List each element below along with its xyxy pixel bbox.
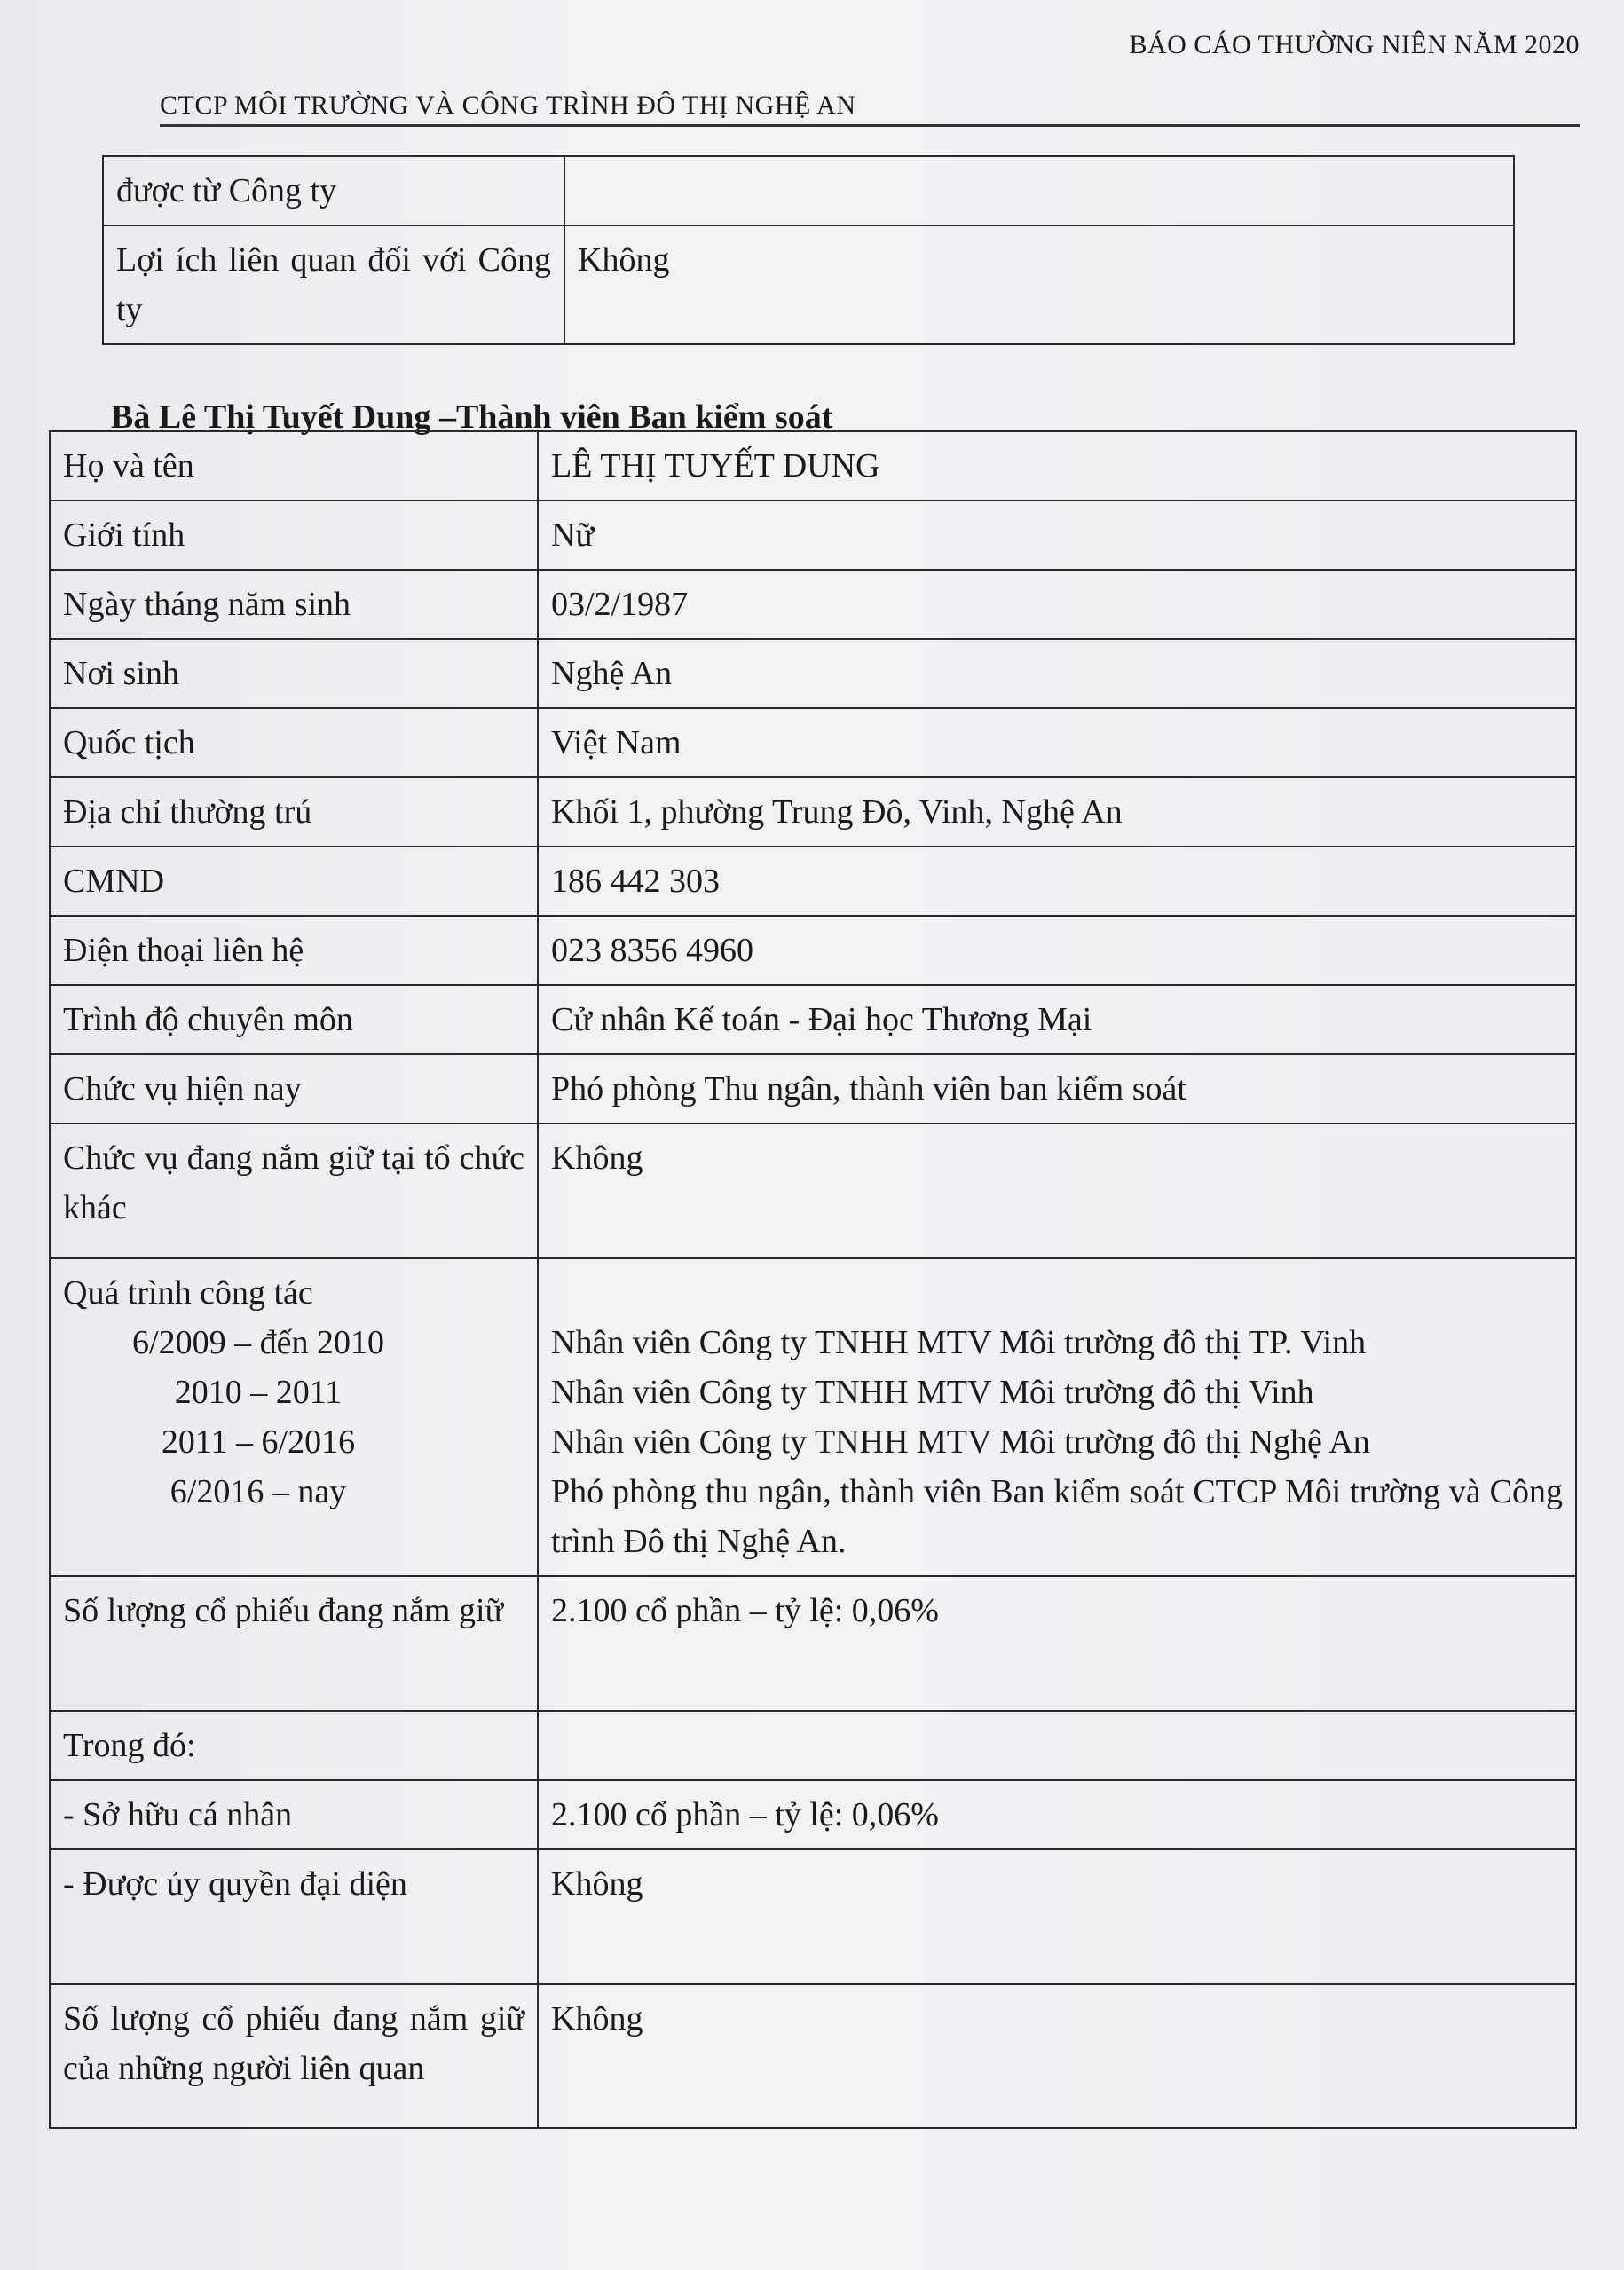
row-value: 023 8356 4960 [538, 916, 1576, 985]
table-row [50, 1711, 1576, 1780]
table-row [50, 501, 1576, 570]
table-row [50, 1984, 1576, 2128]
table-row [50, 777, 1576, 847]
history-period: 2010 – 2011 [174, 1374, 343, 1411]
history-desc: Phó phòng thu ngân, thành viên Ban kiểm soát CTCP Môi trường và Công trình Đô thị Nghệ An. [551, 1473, 1563, 1560]
row-label: Điện thoại liên hệ [50, 916, 538, 985]
row-label: Số lượng cổ phiếu đang nắm giữ của những người liên quan [50, 1984, 538, 2128]
row-label: - Sở hữu cá nhân [50, 1780, 538, 1849]
report-title: BÁO CÁO THƯỜNG NIÊN NĂM 2020 [1129, 30, 1580, 59]
row-label: Nơi sinh [50, 639, 538, 708]
table-row [50, 847, 1576, 916]
row-label: Giới tính [50, 501, 538, 570]
row-label: Chức vụ đang nắm giữ tại tổ chức khác [50, 1123, 538, 1258]
history-desc: Nhân viên Công ty TNHH MTV Môi trường đô thị Nghệ An [551, 1423, 1370, 1461]
table-row [50, 431, 1576, 501]
page-header [160, 27, 1580, 127]
row-label: Quốc tịch [50, 708, 538, 777]
table-row [103, 156, 1514, 225]
row-value: 2.100 cổ phần – tỷ lệ: 0,06% [538, 1780, 1576, 1849]
table-row [50, 708, 1576, 777]
row-label: Ngày tháng năm sinh [50, 570, 538, 639]
row-label: Số lượng cổ phiếu đang nắm giữ [50, 1576, 538, 1711]
history-desc: Nhân viên Công ty TNHH MTV Môi trường đô thị Vinh [551, 1374, 1314, 1411]
work-history-descriptions [538, 1258, 1576, 1576]
row-label: Lợi ích liên quan đối với Công ty [103, 225, 564, 344]
table-row [50, 985, 1576, 1054]
row-label: Chức vụ hiện nay [50, 1054, 538, 1123]
row-label: Địa chỉ thường trú [50, 777, 538, 847]
work-history-periods [50, 1258, 538, 1576]
row-label: - Được ủy quyền đại diện [50, 1849, 538, 1984]
table-row [50, 1123, 1576, 1258]
table-row [103, 225, 1514, 344]
row-value: Nữ [538, 501, 1576, 570]
row-value [538, 1711, 1576, 1780]
table-row [50, 639, 1576, 708]
row-value [564, 156, 1514, 225]
table-row [50, 1054, 1576, 1123]
row-value: Cử nhân Kế toán - Đại học Thương Mại [538, 985, 1576, 1054]
section-title: Bà Lê Thị Tuyết Dung –Thành viên Ban kiểm soát [111, 398, 833, 436]
row-value: Khối 1, phường Trung Đô, Vinh, Nghệ An [538, 777, 1576, 847]
work-history-label: Quá trình công tác [63, 1274, 313, 1312]
row-value: 186 442 303 [538, 847, 1576, 916]
table-row [50, 916, 1576, 985]
row-value: Không [538, 1123, 1576, 1258]
row-label: Họ và tên [50, 431, 538, 501]
work-history-row [50, 1258, 1576, 1576]
person-profile-table [49, 430, 1577, 2129]
history-period: 6/2009 – đến 2010 [132, 1324, 384, 1361]
history-period: 2011 – 6/2016 [161, 1423, 356, 1461]
table-row [50, 1576, 1576, 1711]
table-row [50, 1780, 1576, 1849]
row-value: 2.100 cổ phần – tỷ lệ: 0,06% [538, 1576, 1576, 1711]
row-label: được từ Công ty [103, 156, 564, 225]
row-label: Trình độ chuyên môn [50, 985, 538, 1054]
row-value: Phó phòng Thu ngân, thành viên ban kiểm soát [538, 1054, 1576, 1123]
row-value: Không [538, 1984, 1576, 2128]
row-value: Nghệ An [538, 639, 1576, 708]
table-row [50, 1849, 1576, 1984]
history-desc: Nhân viên Công ty TNHH MTV Môi trường đô thị TP. Vinh [551, 1324, 1367, 1361]
row-value: LÊ THỊ TUYẾT DUNG [538, 431, 1576, 501]
row-value: Việt Nam [538, 708, 1576, 777]
row-value: 03/2/1987 [538, 570, 1576, 639]
previous-person-table-continued [102, 155, 1515, 345]
history-period: 6/2016 – nay [169, 1473, 347, 1510]
table-row [50, 570, 1576, 639]
company-name: CTCP MÔI TRƯỜNG VÀ CÔNG TRÌNH ĐÔ THỊ NGHỆ AN [160, 91, 856, 120]
row-label: CMND [50, 847, 538, 916]
row-label: Trong đó: [50, 1711, 538, 1780]
row-value: Không [564, 225, 1514, 344]
row-value: Không [538, 1849, 1576, 1984]
